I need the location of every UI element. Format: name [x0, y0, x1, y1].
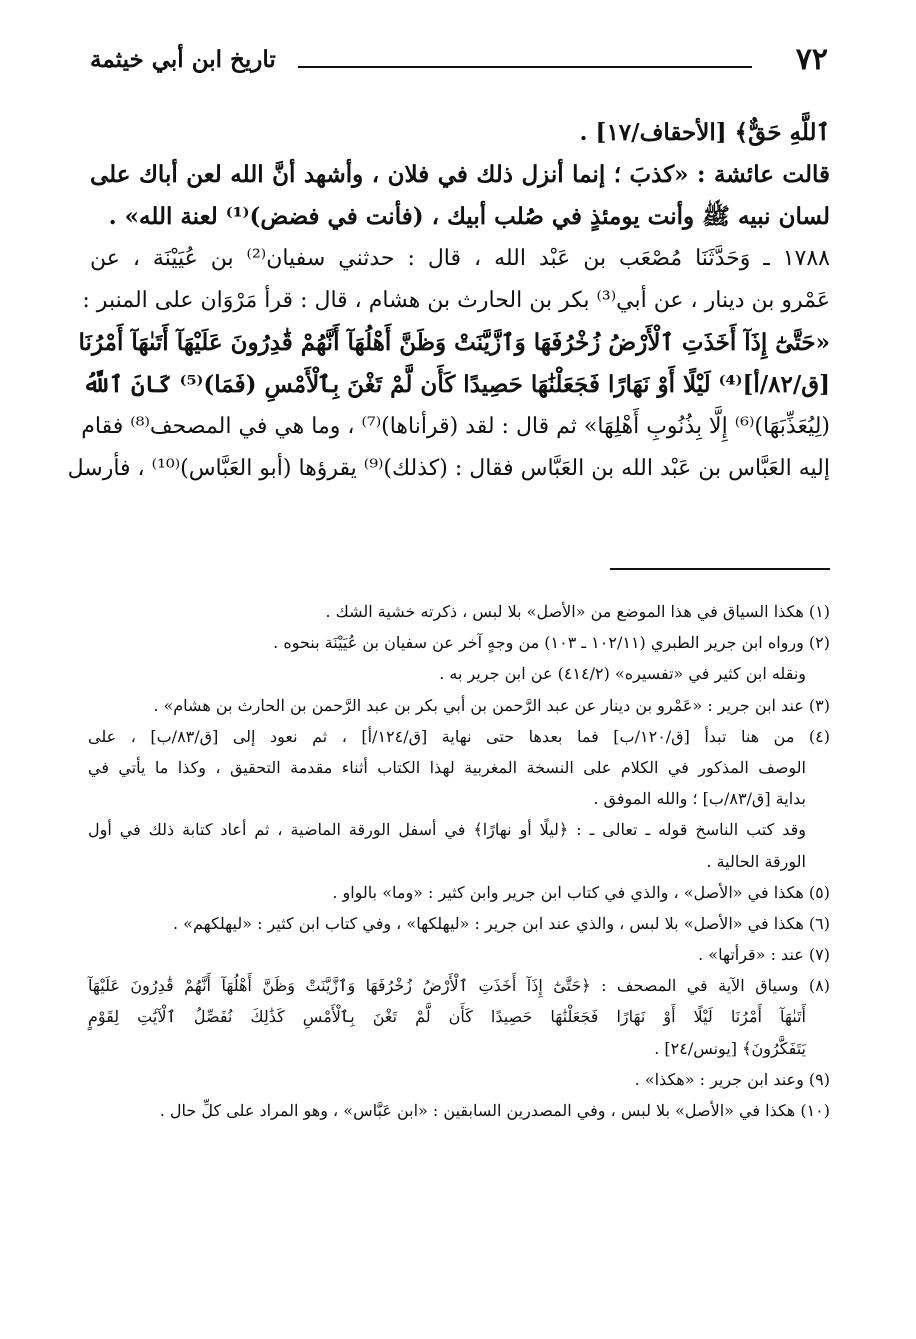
- footnote-line: يَتَفَكَّرُونَ﴾ [يونس/٢٤] .: [654, 1038, 806, 1058]
- footnote-line: وقد كتب الناسخ قوله ـ تعالى ـ : ﴿ليلًا أو نهارًا﴾ في أسفل الورقة الماضية ، ثم أعاد كتابة ذلك في أول: [88, 820, 807, 840]
- footnote-line: (٢) ورواه ابن جرير الطبري (١٠٢/١١ ـ ١٠٣) من وجهٍ آخر عن سفيان بن عُيَيْنَة بنحوه .: [273, 633, 830, 653]
- book-title: تاريخ ابن أبي خيثمة: [90, 46, 276, 73]
- footnote-line: الورقة الحالية .: [706, 851, 806, 871]
- footnote-line: (٦) هكذا في «الأصل» بلا لبس ، والذي عند ابن جرير : «ليهلكها» ، وفي كتاب ابن كثير : «ليهلكهم» .: [173, 913, 830, 933]
- footnote-line: أَتَىٰهَآ أَمْرُنَا لَيْلًا أَوْ نَهَارًا فَجَعَلْنَٰهَا حَصِيدًا كَأَن لَّمْ تَغْنَ بِٱلْأَمْسِ كَذَٰلِكَ نُفَصِّلُ ٱلْآيَٰتِ لِقَوْمٍ: [88, 1007, 806, 1027]
- footnote-line: (٤) من هنا تبدأ [ق/١٢٠/ب] فما بعدها حتى نهاية [ق/١٢٤/أ] ، ثم نعود إلى [ق/٨٣/ب] ، على: [88, 726, 830, 746]
- text-line: (لِيُعَذِّبَهَا)⁽⁶⁾ إِلَّا بِذُنُوبِ أَهْلِهَا» ثم قال : لقد (قرأناها)⁽⁷⁾ ، وما هي في المصحف⁽⁸⁾ فقام: [81, 414, 830, 439]
- text-line: [ق/٨٢/أ]⁽⁴⁾ لَيْلًا أَوْ نَهَارًا فَجَعَلْنَٰهَا حَصِيدًا كَأَن لَّمْ تَغْنَ بِٱلْأَمْسِ (فَمَا)⁽⁵⁾ كَانَ ٱللَّهُ: [82, 371, 830, 398]
- text-line: عَمْرو بن دينار ، عن أبي⁽³⁾ بكر بن الحارث بن هشام ، قال : قرأ مَرْوَان على المنبر :: [82, 288, 830, 313]
- text-line: ٱللَّهِ حَقٌّ﴾ [الأحقاف/١٧] .: [579, 119, 830, 146]
- footnote-line: (٧) عند : «قرأتها» .: [698, 945, 830, 965]
- text-line: «حَتَّىٰٓ إِذَآ أَخَذَتِ ٱلْأَرْضُ زُخْرُفَهَا وَٱزَّيَّنَتْ وَظَنَّ أَهْلُهَآ أَنَّهُمْ قَٰدِرُونَ عَلَيْهَآ أَتَىٰهَآ أَمْرُنَا: [78, 329, 830, 356]
- footnote-line: (٩) وعند ابن جرير : «هكذا» .: [634, 1069, 830, 1089]
- footnote-line: (٨) وسياق الآية في المصحف : ﴿حَتَّىٰٓ إِذَآ أَخَذَتِ ٱلْأَرْضُ زُخْرُفَهَا وَٱزَّيَّنَتْ وَظَنَّ أَهْلُهَآ أَنَّهُمْ قَٰدِرُونَ عَلَيْهَآ: [88, 976, 830, 996]
- footnote-line: (٣) عند ابن جرير : «عَمْرو بن دينار عن عبد الرَّحمن بن أبي بكر بن عبد الرَّحمن بن الحارث بن هشام» .: [153, 695, 830, 715]
- main-text: [67, 112, 830, 490]
- footnote-line: الوصف المذكور في الكلام على النسخة المغربية لهذا الكتاب أثناء مقدمة التحقيق ، وكذا ما يأتي في: [88, 757, 806, 777]
- footnote-line: (٥) هكذا في «الأصل» ، والذي في كتاب ابن جرير وابن كثير : «وما» بالواو .: [332, 882, 830, 902]
- page-header: [90, 40, 828, 84]
- footnote-line: (١٠) هكذا في «الأصل» بلا لبس ، وفي المصدرين السابقين : «ابن عَبَّاس» ، وهو المراد على كلِّ حال .: [159, 1101, 830, 1120]
- text-line: إليه العَبَّاس بن عَبْد الله بن العَبَّاس فقال : (كذلك)⁽⁹⁾ يقرؤها (أبو العَبَّاس)⁽¹⁰⁾ ، فأرسل: [67, 456, 830, 481]
- footnote-line: بداية [ق/٨٣/ب] ؛ والله الموفق .: [593, 789, 806, 809]
- text-line: لسان نبيه ﷺ وأنت يومئذٍ في صُلب أبيك ، (فأنت في فضض)⁽¹⁾ لعنة الله» .: [108, 203, 830, 230]
- header-rule: [298, 66, 752, 68]
- text-line: قالت عائشة : «كذبَ ؛ إنما أنزل ذلك في فلان ، وأشهد أنَّ الله لعن أباك على: [90, 161, 830, 188]
- footnote-line: ونقله ابن كثير في «تفسيره» (٤١٤/٢) عن ابن جرير به .: [439, 664, 806, 684]
- page-number: ٧٢: [795, 42, 828, 77]
- footnote-separator: [610, 568, 830, 570]
- footnote-line: (١) هكذا السياق في هذا الموضع من «الأصل» بلا لبس ، ذكرته خشية الشك .: [325, 602, 830, 621]
- text-line: ١٧٨٨ ـ وَحَدَّثَنَا مُصْعَب بن عَبْد الله ، قال : حدثني سفيان⁽²⁾ بن عُيَيْنَة ، عن: [90, 246, 830, 271]
- footnotes: [88, 596, 830, 1126]
